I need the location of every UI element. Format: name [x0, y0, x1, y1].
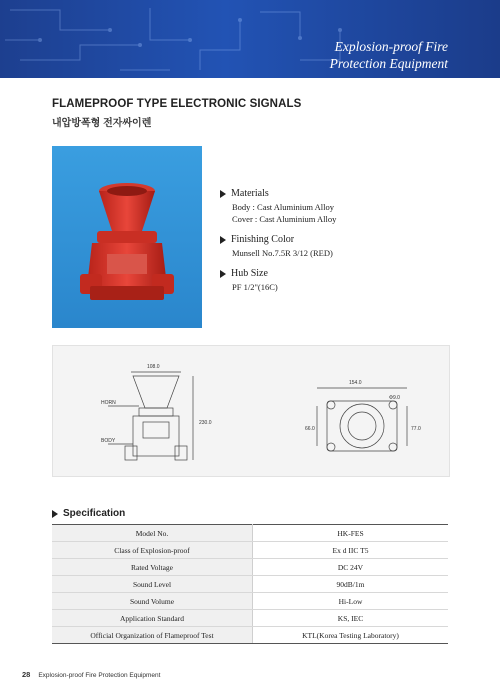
spec-hub-size: [220, 268, 336, 293]
product-title-english: FLAMEPROOF TYPE ELECTRONIC SIGNALS: [52, 98, 302, 110]
table-row: [52, 542, 448, 559]
row-label: Sound Level: [52, 576, 253, 593]
spec-finishing-color: [220, 234, 336, 259]
triangle-bullet-icon: [220, 190, 226, 198]
dim-width-label: 108.0: [147, 364, 160, 370]
header-title: [330, 38, 448, 72]
dimension-drawing: [53, 346, 449, 476]
triangle-bullet-icon: [52, 510, 58, 518]
footer-text: Explosion-proof Fire Protection Equipment: [38, 672, 161, 679]
row-value: DC 24V: [253, 559, 449, 576]
table-row: [52, 559, 448, 576]
product-title-korean: 내압방폭형 전자싸이렌: [52, 118, 152, 129]
spec-list: [220, 188, 336, 302]
specification-heading: [52, 508, 125, 519]
row-label: Official Organization of Flameproof Test: [52, 627, 253, 644]
spec-materials: [220, 188, 336, 225]
table-row: [52, 576, 448, 593]
row-label: Rated Voltage: [52, 559, 253, 576]
specification-title: Specification: [63, 508, 126, 519]
horn-label: HORN: [101, 400, 116, 406]
row-value: KS, IEC: [253, 610, 449, 627]
dim-diameter: Φ9.0: [389, 395, 400, 401]
dim-height-label: 230.0: [199, 420, 212, 426]
body-label: BODY: [101, 438, 116, 444]
spec-heading: Finishing Color: [231, 234, 295, 245]
spec-heading: Materials: [231, 188, 269, 199]
dim-right: 77.0: [411, 426, 421, 432]
spec-heading: Hub Size: [231, 268, 268, 279]
row-value: KTL(Korea Testing Laboratory): [253, 627, 449, 644]
triangle-bullet-icon: [220, 270, 226, 278]
row-value: Ex d IIC T5: [253, 542, 449, 559]
triangle-bullet-icon: [220, 236, 226, 244]
row-value: HK-FES: [253, 525, 449, 542]
page-number: 28: [22, 670, 31, 679]
table-row: [52, 610, 448, 627]
specification-table: [52, 524, 448, 644]
row-label: Application Standard: [52, 610, 253, 627]
row-value: Hi-Low: [253, 593, 449, 610]
row-label: Class of Explosion-proof: [52, 542, 253, 559]
page-footer: [22, 670, 160, 679]
row-value: 90dB/1m: [253, 576, 449, 593]
dim-top-view-width: 154.0: [349, 380, 362, 386]
dim-left: 66.0: [305, 426, 315, 432]
table-row: [52, 525, 448, 542]
row-label: Sound Volume: [52, 593, 253, 610]
technical-drawing: [52, 345, 450, 477]
header-banner: [0, 0, 500, 78]
header-title-line2: Protection Equipment: [329, 56, 448, 71]
spec-line: Body : Cast Aluminium Alloy: [232, 202, 335, 212]
product-photo: [52, 146, 202, 328]
row-label: Model No.: [52, 525, 253, 542]
siren-illustration: [52, 146, 202, 328]
spec-line: Cover : Cast Aluminium Alloy: [232, 214, 337, 224]
table-row: [52, 593, 448, 610]
spec-line: PF 1/2"(16C): [232, 282, 278, 292]
spec-line: Munsell No.7.5R 3/12 (RED): [232, 248, 333, 258]
header-title-line1: Explosion-proof Fire: [334, 39, 448, 54]
table-row: [52, 627, 448, 644]
